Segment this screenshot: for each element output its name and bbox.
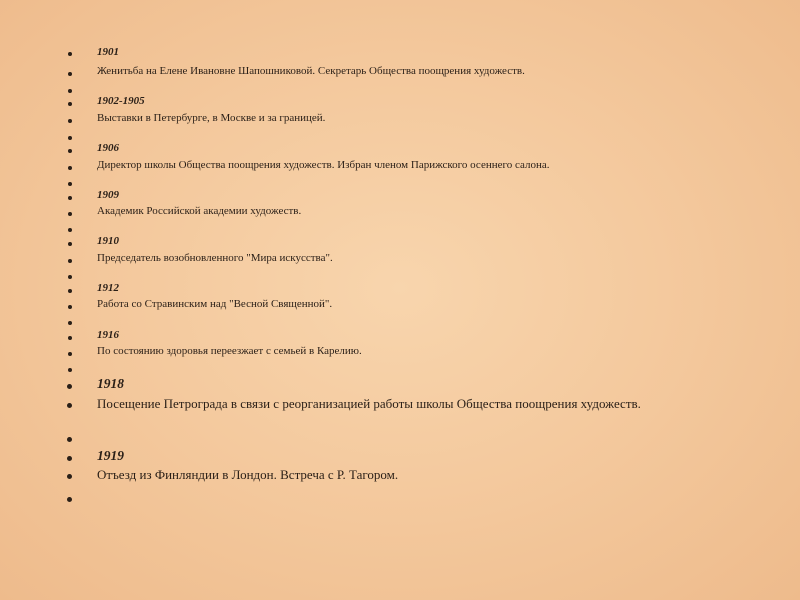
bullet-icon xyxy=(67,437,72,442)
entry-year: 1918 xyxy=(97,376,124,391)
bullet-icon xyxy=(67,497,72,502)
bullet-icon xyxy=(68,102,72,106)
entry-text: По состоянию здоровья переезжает с семьей в Карелию. xyxy=(97,345,362,357)
bullet-icon xyxy=(68,352,72,356)
bullet-icon xyxy=(68,196,72,200)
bullet-icon xyxy=(67,456,72,461)
bullet-icon xyxy=(68,149,72,153)
bullet-icon xyxy=(68,275,72,279)
bullet-icon xyxy=(68,182,72,186)
entry-year: 1919 xyxy=(97,448,124,463)
bullet-icon xyxy=(68,52,72,56)
bullet-icon xyxy=(68,72,72,76)
entry-text: Женитьба на Елене Ивановне Шапошниковой. Секретарь Общества поощрения художеств. xyxy=(97,65,525,77)
bullet-icon xyxy=(68,212,72,216)
bullet-icon xyxy=(68,119,72,123)
bullet-icon xyxy=(68,166,72,170)
bullet-icon xyxy=(68,336,72,340)
entry-year: 1910 xyxy=(97,235,119,247)
entry-year: 1909 xyxy=(97,189,119,201)
entry-text: Посещение Петрограда в связи с реорганизацией работы школы Общества поощрения художеств. xyxy=(97,396,641,411)
entry-text: Выставки в Петербурге, в Москве и за границей. xyxy=(97,112,326,124)
bullet-icon xyxy=(68,305,72,309)
bullet-icon xyxy=(68,259,72,263)
bullet-icon xyxy=(67,384,72,389)
bullet-icon xyxy=(68,136,72,140)
entry-year: 1901 xyxy=(97,46,119,58)
bullet-icon xyxy=(68,228,72,232)
entry-text: Работа со Стравинским над "Весной Священной". xyxy=(97,298,333,310)
bullet-icon xyxy=(68,368,72,372)
entry-text: Академик Российской академии художеств. xyxy=(97,205,302,217)
entry-text: Отъезд из Финляндии в Лондон. Встреча с Р. Тагором. xyxy=(97,467,399,482)
entry-text: Председатель возобновленного "Мира искусства". xyxy=(97,252,333,264)
entry-year: 1902-1905 xyxy=(97,95,145,107)
bullet-icon xyxy=(67,474,72,479)
entry-year: 1916 xyxy=(97,329,119,341)
bullet-icon xyxy=(68,321,72,325)
bullet-icon xyxy=(68,289,72,293)
bullet-icon xyxy=(68,242,72,246)
bullet-icon xyxy=(68,89,72,93)
entry-year: 1912 xyxy=(97,282,119,294)
entry-text: Директор школы Общества поощрения художеств. Избран членом Парижского осеннего салона. xyxy=(97,159,550,171)
entry-year: 1906 xyxy=(97,142,119,154)
bullet-icon xyxy=(67,403,72,408)
